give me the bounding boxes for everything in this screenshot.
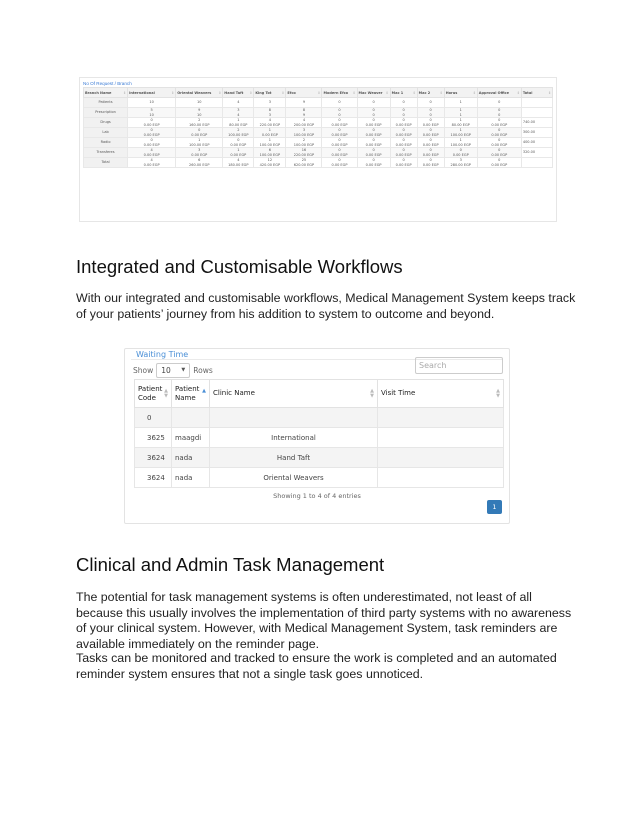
waiting-table-row[interactable] bbox=[135, 448, 504, 468]
sort-icon: ⇕ bbox=[123, 90, 127, 95]
sort-icon: ⇕ bbox=[472, 90, 476, 95]
cell-code: 3625 bbox=[135, 428, 172, 448]
report-cell: 1 0.00 EGP bbox=[254, 128, 286, 138]
waiting-table-row[interactable] bbox=[135, 468, 504, 488]
report-cell: 0 0.00 EGP bbox=[417, 118, 444, 128]
report-cell: 3 0.00 EGP bbox=[176, 148, 223, 158]
report-cell: 0 0.00 EGP bbox=[357, 118, 390, 128]
report-col-header[interactable] bbox=[223, 88, 254, 98]
report-col-header[interactable] bbox=[84, 88, 128, 98]
report-col-header-label: Total bbox=[522, 90, 533, 95]
cell-clinic: International bbox=[210, 428, 378, 448]
task-management-paragraph-1: The potential for task management systems is often underestimated, not least of all because this usually involves the implementation of third party systems with no awareness of your clinical system. However, with Medical Management System, task reminders are available immediately on the reminder page. bbox=[76, 590, 572, 651]
report-col-header-label: King Tot bbox=[255, 90, 272, 95]
report-cell: 0 0.00 EGP bbox=[128, 118, 176, 128]
search-input[interactable] bbox=[415, 357, 503, 374]
report-cell: 0 0.00 EGP bbox=[128, 138, 176, 148]
cell-clinic: Oriental Weavers bbox=[210, 468, 378, 488]
report-cell: 1 100.00 EGP bbox=[444, 138, 477, 148]
report-row-label: Prescription bbox=[84, 108, 128, 118]
report-row bbox=[84, 118, 553, 128]
report-row-label: Transferes bbox=[84, 148, 128, 158]
task-management-paragraph-2: Tasks can be monitored and tracked to ensure the work is completed and an automated reminder system ensures that not a single task goes unnoticed. bbox=[76, 651, 557, 681]
col-header-clinic-name[interactable] bbox=[210, 380, 378, 408]
report-cell: 1 100.00 EGP bbox=[254, 138, 286, 148]
sort-icon: ⇕ bbox=[281, 90, 285, 95]
report-cell: 2 100.00 EGP bbox=[223, 128, 254, 138]
cell-code: 0 bbox=[135, 408, 172, 428]
report-row bbox=[84, 108, 553, 118]
report-cell: 0 0.00 EGP bbox=[417, 128, 444, 138]
report-cell: 0 0.00 EGP bbox=[322, 148, 357, 158]
report-cell: 4 0.00 EGP bbox=[128, 158, 176, 168]
report-cell: 9 10 bbox=[176, 108, 223, 118]
report-cell: 0 0 bbox=[357, 108, 390, 118]
report-col-header[interactable] bbox=[322, 88, 357, 98]
sort-icon: ⇕ bbox=[317, 90, 321, 95]
waiting-time-screenshot bbox=[124, 348, 510, 524]
report-row-label: Drugs bbox=[84, 118, 128, 128]
report-col-header[interactable] bbox=[254, 88, 286, 98]
col-header-visit-time[interactable] bbox=[378, 380, 504, 408]
report-row bbox=[84, 138, 553, 148]
cell-visit bbox=[378, 448, 504, 468]
report-total-cell: 740.00 bbox=[521, 118, 552, 128]
cell-visit bbox=[378, 428, 504, 448]
report-total-cell bbox=[521, 108, 552, 118]
report-cell: 6 100.00 EGP bbox=[254, 148, 286, 158]
report-cell: 0 0.00 EGP bbox=[444, 148, 477, 158]
report-cell: 0 0.00 EGP bbox=[477, 148, 521, 158]
report-cell: 0 0 bbox=[417, 108, 444, 118]
sort-icon: ⇕ bbox=[352, 90, 356, 95]
report-row-label: Lab bbox=[84, 128, 128, 138]
report-cell: 1 1 bbox=[444, 108, 477, 118]
sort-icon: ⇕ bbox=[171, 90, 175, 95]
cell-visit bbox=[378, 408, 504, 428]
report-cell: 2 160.00 EGP bbox=[176, 118, 223, 128]
report-cell: 0 0.00 EGP bbox=[477, 118, 521, 128]
report-col-header-label: Hand Taft bbox=[224, 90, 244, 95]
report-total-cell: 300.00 bbox=[521, 128, 552, 138]
report-cell: 0 bbox=[477, 98, 521, 108]
report-cell: 4 200.00 EGP bbox=[286, 118, 322, 128]
report-cell: 16 220.00 EGP bbox=[286, 148, 322, 158]
report-title[interactable]: No Of Request / Branch bbox=[83, 81, 132, 86]
report-col-header[interactable] bbox=[390, 88, 417, 98]
report-col-header-label: Mac Weaver bbox=[358, 90, 383, 95]
sort-icon: ⇕ bbox=[439, 90, 443, 95]
sort-ascending-icon: ▲ bbox=[202, 388, 206, 394]
report-cell: 3 bbox=[254, 98, 286, 108]
report-col-header[interactable] bbox=[477, 88, 521, 98]
rows-select-value: 10 bbox=[161, 365, 171, 375]
report-cell: 9 bbox=[286, 98, 322, 108]
report-row-label: Total bbox=[84, 158, 128, 168]
report-cell: 6 260.00 EGP bbox=[176, 158, 223, 168]
report-cell: 0 0.00 EGP bbox=[417, 148, 444, 158]
report-cell: 10 bbox=[176, 98, 223, 108]
cell-clinic: Hand Taft bbox=[210, 448, 378, 468]
report-cell: 0 0.00 EGP bbox=[322, 138, 357, 148]
report-cell: 8 9 bbox=[286, 108, 322, 118]
report-cell: 0 0.00 EGP bbox=[477, 158, 521, 168]
rows-length-control bbox=[133, 361, 213, 379]
table-info: Showing 1 to 4 of 4 entries bbox=[273, 492, 361, 500]
sort-icon: ⇕ bbox=[548, 90, 551, 95]
report-cell: 2 100.00 EGP bbox=[286, 138, 322, 148]
col-header-patient-name[interactable] bbox=[172, 380, 210, 408]
pagination-page-1[interactable]: 1 bbox=[487, 500, 502, 514]
report-cell: 0 0.00 EGP bbox=[390, 118, 417, 128]
report-col-header-label: Approval Office bbox=[478, 90, 509, 95]
col-header-label: Patient Code bbox=[138, 384, 163, 402]
sort-both-icon: ▲ ▼ bbox=[496, 388, 500, 399]
col-header-label: Visit Time bbox=[381, 389, 416, 397]
cell-name bbox=[172, 408, 210, 428]
report-row bbox=[84, 98, 553, 108]
report-cell: 1 0.00 EGP bbox=[223, 148, 254, 158]
workflows-paragraph: With our integrated and customisable workflows, Medical Management System keeps track of your patients’ journey from his addition to system to outcome and beyond. bbox=[76, 291, 576, 321]
report-cell: 4 bbox=[223, 98, 254, 108]
report-cell: 4 0.00 EGP bbox=[128, 148, 176, 158]
report-cell: 1 100.00 EGP bbox=[176, 138, 223, 148]
report-cell: 4 220.00 EGP bbox=[254, 118, 286, 128]
report-cell: 3 280.00 EGP bbox=[444, 158, 477, 168]
cell-clinic bbox=[210, 408, 378, 428]
report-cell: 1 bbox=[444, 98, 477, 108]
cell-name: nada bbox=[172, 448, 210, 468]
report-col-header-label: Horus bbox=[445, 90, 458, 95]
report-cell: 1 80.00 EGP bbox=[444, 118, 477, 128]
report-cell: 0 0.00 EGP bbox=[477, 128, 521, 138]
report-col-header-label: Branch Name bbox=[85, 90, 112, 95]
sort-icon: ⇕ bbox=[249, 90, 253, 95]
report-row-label: Patients bbox=[84, 98, 128, 108]
report-total-cell bbox=[521, 158, 552, 168]
report-cell: 3 4 bbox=[223, 108, 254, 118]
report-cell: 0 bbox=[417, 98, 444, 108]
report-cell: 0 0 bbox=[390, 108, 417, 118]
cell-visit bbox=[378, 468, 504, 488]
cell-name: nada bbox=[172, 468, 210, 488]
report-cell: 0 0.00 EGP bbox=[357, 158, 390, 168]
sort-icon: ⇕ bbox=[218, 90, 222, 95]
report-cell: 0 0.00 EGP bbox=[223, 138, 254, 148]
report-cell: 10 bbox=[128, 98, 176, 108]
sort-both-icon: ▲ ▼ bbox=[164, 388, 168, 399]
sort-icon: ⇕ bbox=[516, 90, 520, 95]
report-cell: 0 0.00 EGP bbox=[417, 158, 444, 168]
report-col-header-label: Mac 2 bbox=[418, 90, 431, 95]
waiting-table-row[interactable] bbox=[135, 428, 504, 448]
report-col-header[interactable] bbox=[286, 88, 322, 98]
report-cell: 0 0.00 EGP bbox=[176, 128, 223, 138]
rows-label: Rows bbox=[193, 365, 213, 375]
caret-down-icon: ▼ bbox=[181, 367, 186, 373]
report-cell: 0 0.00 EGP bbox=[390, 148, 417, 158]
report-cell: 0 0 bbox=[322, 108, 357, 118]
report-cell: 0 bbox=[322, 98, 357, 108]
waiting-table-row[interactable] bbox=[135, 408, 504, 428]
report-cell: 0 0.00 EGP bbox=[322, 128, 357, 138]
report-cell: 8 3 bbox=[254, 108, 286, 118]
report-col-header[interactable] bbox=[417, 88, 444, 98]
sort-both-icon: ▲ ▼ bbox=[370, 388, 374, 399]
cell-code: 3624 bbox=[135, 468, 172, 488]
report-col-header[interactable] bbox=[521, 88, 552, 98]
report-cell: 0 0.00 EGP bbox=[322, 118, 357, 128]
report-cell: 0 0.00 EGP bbox=[357, 128, 390, 138]
report-cell: 0 0.00 EGP bbox=[390, 128, 417, 138]
report-cell: 0 0.00 EGP bbox=[322, 158, 357, 168]
report-cell: 0 0.00 EGP bbox=[390, 158, 417, 168]
report-row-label: Radio bbox=[84, 138, 128, 148]
rows-select[interactable] bbox=[156, 363, 190, 378]
report-total-cell bbox=[521, 98, 552, 108]
search-placeholder: Search bbox=[419, 361, 447, 370]
cell-name: maagdi bbox=[172, 428, 210, 448]
report-table bbox=[83, 87, 553, 168]
report-cell: 1 80.00 EGP bbox=[223, 118, 254, 128]
report-cell: 0 0.00 EGP bbox=[128, 128, 176, 138]
report-cell: 0 0.00 EGP bbox=[417, 138, 444, 148]
report-cell: 12 420.00 EGP bbox=[254, 158, 286, 168]
report-cell: 0 bbox=[390, 98, 417, 108]
report-cell: 3 100.00 EGP bbox=[286, 128, 322, 138]
cell-code: 3624 bbox=[135, 448, 172, 468]
report-cell: 4 180.00 EGP bbox=[223, 158, 254, 168]
report-row bbox=[84, 128, 553, 138]
report-cell: 5 10 bbox=[128, 108, 176, 118]
sort-icon: ⇕ bbox=[385, 90, 389, 95]
report-col-header[interactable] bbox=[128, 88, 176, 98]
report-col-header-label: Modern Efco bbox=[323, 90, 349, 95]
col-header-label: Clinic Name bbox=[213, 389, 255, 397]
col-header-label: Patient Name bbox=[175, 384, 200, 402]
report-row bbox=[84, 148, 553, 158]
report-cell: 0 0.00 EGP bbox=[477, 138, 521, 148]
report-screenshot bbox=[79, 77, 557, 222]
report-cell: 0 0.00 EGP bbox=[390, 138, 417, 148]
report-cell: 1 100.00 EGP bbox=[444, 128, 477, 138]
report-col-header-label: Efco bbox=[287, 90, 296, 95]
report-col-header[interactable] bbox=[357, 88, 390, 98]
report-cell: 0 0.00 EGP bbox=[357, 138, 390, 148]
report-row bbox=[84, 158, 553, 168]
report-total-cell: 400.00 bbox=[521, 138, 552, 148]
report-col-header[interactable] bbox=[444, 88, 477, 98]
report-total-cell: 320.00 bbox=[521, 148, 552, 158]
workflows-heading: Integrated and Customisable Workflows bbox=[76, 256, 403, 277]
report-col-header-label: Oriental Weavers bbox=[177, 90, 212, 95]
col-header-patient-code[interactable] bbox=[135, 380, 172, 408]
report-cell: 0 bbox=[357, 98, 390, 108]
report-cell: 0 0.00 EGP bbox=[357, 148, 390, 158]
show-label: Show bbox=[133, 365, 154, 375]
waiting-table bbox=[134, 379, 504, 488]
task-management-heading: Clinical and Admin Task Management bbox=[76, 554, 385, 575]
report-col-header-label: International bbox=[129, 90, 155, 95]
report-cell: 0 0 bbox=[477, 108, 521, 118]
report-col-header-label: Mac 1 bbox=[391, 90, 404, 95]
report-col-header[interactable] bbox=[176, 88, 223, 98]
sort-icon: ⇕ bbox=[412, 90, 416, 95]
waiting-time-title: Waiting Time bbox=[136, 350, 189, 359]
report-cell: 25 620.00 EGP bbox=[286, 158, 322, 168]
